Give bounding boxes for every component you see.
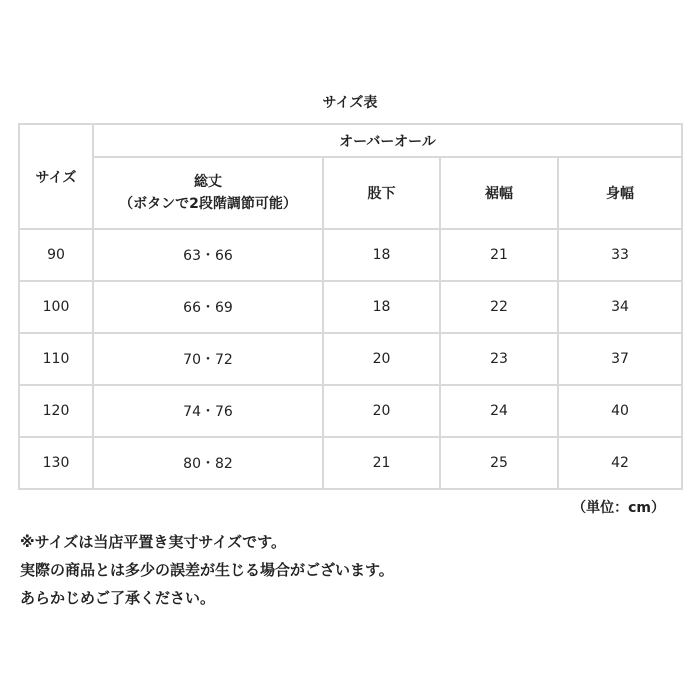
unit-label: （単位：cm）: [572, 500, 665, 516]
cell-size: 130: [19, 437, 93, 489]
column-header-inseam: 股下: [323, 157, 440, 229]
note-line: あらかじめご了承ください。: [20, 589, 216, 607]
cell-inseam: 18: [323, 281, 440, 333]
cell-size: 110: [19, 333, 93, 385]
cell-inseam: 18: [323, 229, 440, 281]
cell-inseam: 21: [323, 437, 440, 489]
cell-hem: 25: [440, 437, 558, 489]
column-header-length: [93, 157, 323, 229]
notes: [20, 528, 680, 612]
cell-inseam: 20: [323, 385, 440, 437]
column-header-length-note: （ボタンで2段階調節可能）: [119, 196, 297, 212]
page-title: サイズ表: [322, 95, 378, 111]
table-row: [19, 229, 682, 281]
overall-group-header: オーバーオール: [93, 124, 682, 157]
cell-hem: 21: [440, 229, 558, 281]
size-column-header: サイズ: [19, 124, 93, 229]
cell-width: 34: [558, 281, 682, 333]
table-header-row: [19, 124, 682, 157]
cell-length: 80・82: [93, 437, 323, 489]
column-header-length-label: 総丈: [194, 174, 222, 190]
size-table: [18, 123, 683, 490]
cell-hem: 24: [440, 385, 558, 437]
cell-width: 33: [558, 229, 682, 281]
cell-length: 66・69: [93, 281, 323, 333]
cell-length: 74・76: [93, 385, 323, 437]
cell-length: 63・66: [93, 229, 323, 281]
note-line: 実際の商品とは多少の誤差が生じる場合がございます。: [20, 561, 394, 579]
cell-inseam: 20: [323, 333, 440, 385]
table-subheader-row: [19, 157, 682, 229]
table-row: [19, 333, 682, 385]
cell-size: 100: [19, 281, 93, 333]
cell-width: 40: [558, 385, 682, 437]
column-header-hem: 裾幅: [440, 157, 558, 229]
table-row: [19, 281, 682, 333]
cell-length: 70・72: [93, 333, 323, 385]
cell-hem: 22: [440, 281, 558, 333]
cell-width: 42: [558, 437, 682, 489]
column-header-width: 身幅: [558, 157, 682, 229]
table-row: [19, 437, 682, 489]
cell-size: 120: [19, 385, 93, 437]
table-row: [19, 385, 682, 437]
cell-width: 37: [558, 333, 682, 385]
cell-hem: 23: [440, 333, 558, 385]
cell-size: 90: [19, 229, 93, 281]
note-line: ※サイズは当店平置き実寸サイズです。: [20, 533, 286, 551]
